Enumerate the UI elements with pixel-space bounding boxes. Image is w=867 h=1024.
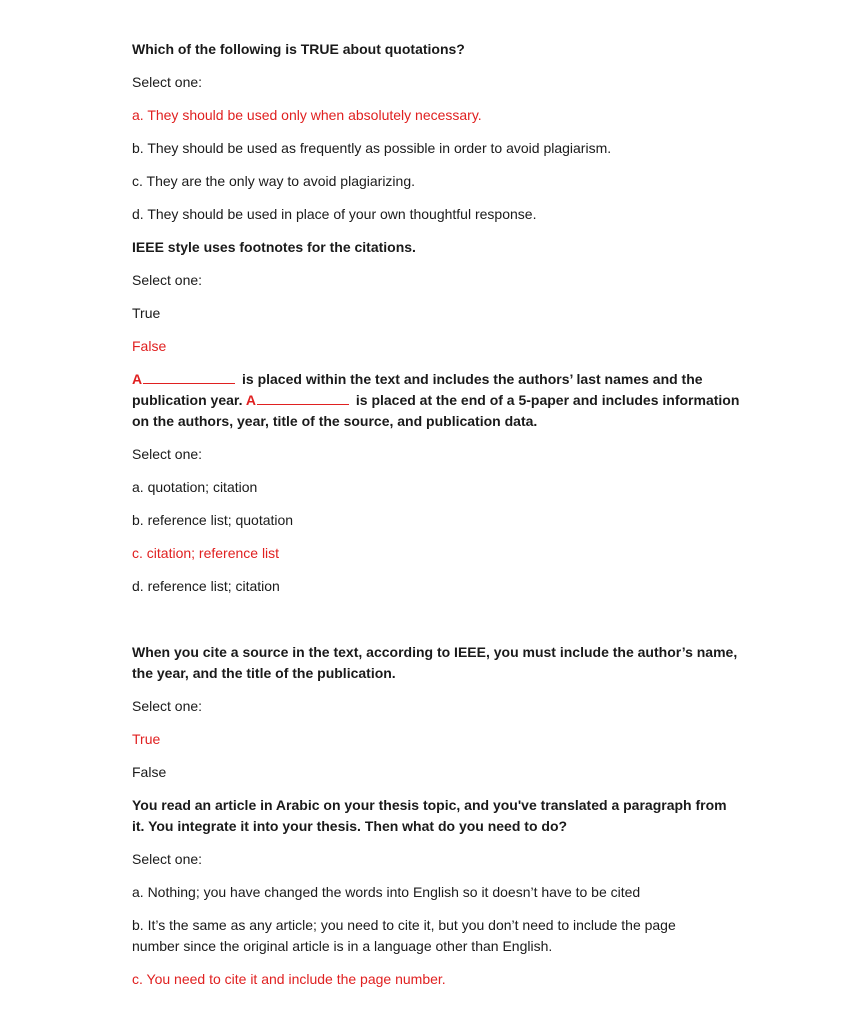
q4-option-false[interactable]: False [132, 764, 167, 780]
question-5-line-1: You read an article in Arabic on your thesis topic, and you've translated a paragraph from [132, 797, 727, 813]
question-4-line-2: the year, and the title of the publication. [132, 665, 396, 681]
question-3-line-2 [132, 391, 739, 409]
select-one-label: Select one: [132, 851, 203, 867]
q5-option-a[interactable]: a. Nothing; you have changed the words into English so it doesn’t have to be cited [132, 884, 641, 900]
question-4-line-1: When you cite a source in the text, according to IEEE, you must include the author’s name, [132, 644, 738, 660]
question-5-line-2: it. You integrate it into your thesis. Then what do you need to do? [132, 818, 568, 834]
q2-option-true[interactable]: True [132, 305, 161, 321]
blank-letter: A [245, 392, 256, 408]
q1-option-a-answer[interactable]: a. They should be used only when absolutely necessary. [132, 107, 482, 123]
q3-option-c-answer[interactable]: c. citation; reference list [132, 545, 280, 561]
blank-line [143, 372, 235, 384]
q1-option-c[interactable]: c. They are the only way to avoid plagiarizing. [132, 173, 416, 189]
q4-option-true-answer[interactable]: True [132, 731, 161, 747]
q5-option-b-line-1[interactable]: b. It’s the same as any article; you need to cite it, but you don’t need to include the page [132, 917, 676, 933]
question-3-text: is placed within the text and includes the authors’ last names and the [242, 371, 703, 387]
question-3-line-3: on the authors, year, title of the source, and publication data. [132, 413, 538, 429]
select-one-label: Select one: [132, 272, 203, 288]
question-3-text: is placed at the end of a 5-paper and includes information [355, 392, 740, 408]
question-3-text: publication year. [132, 392, 243, 408]
blank-line [257, 393, 349, 405]
blank-letter: A [132, 371, 143, 387]
question-3-line-1 [132, 370, 703, 388]
q3-option-a[interactable]: a. quotation; citation [132, 479, 258, 495]
select-one-label: Select one: [132, 446, 203, 462]
question-2-text: IEEE style uses footnotes for the citations. [132, 239, 416, 255]
question-1-text: Which of the following is TRUE about quotations? [132, 41, 465, 57]
select-one-label: Select one: [132, 74, 203, 90]
q5-option-b-line-2[interactable]: number since the original article is in a language other than English. [132, 938, 553, 954]
select-one-label: Select one: [132, 698, 203, 714]
q2-option-false-answer[interactable]: False [132, 338, 167, 354]
q1-option-b[interactable]: b. They should be used as frequently as possible in order to avoid plagiarism. [132, 140, 612, 156]
q5-option-c-answer[interactable]: c. You need to cite it and include the page number. [132, 971, 446, 987]
q1-option-d[interactable]: d. They should be used in place of your own thoughtful response. [132, 206, 537, 222]
q3-option-b[interactable]: b. reference list; quotation [132, 512, 294, 528]
q3-option-d[interactable]: d. reference list; citation [132, 578, 280, 594]
